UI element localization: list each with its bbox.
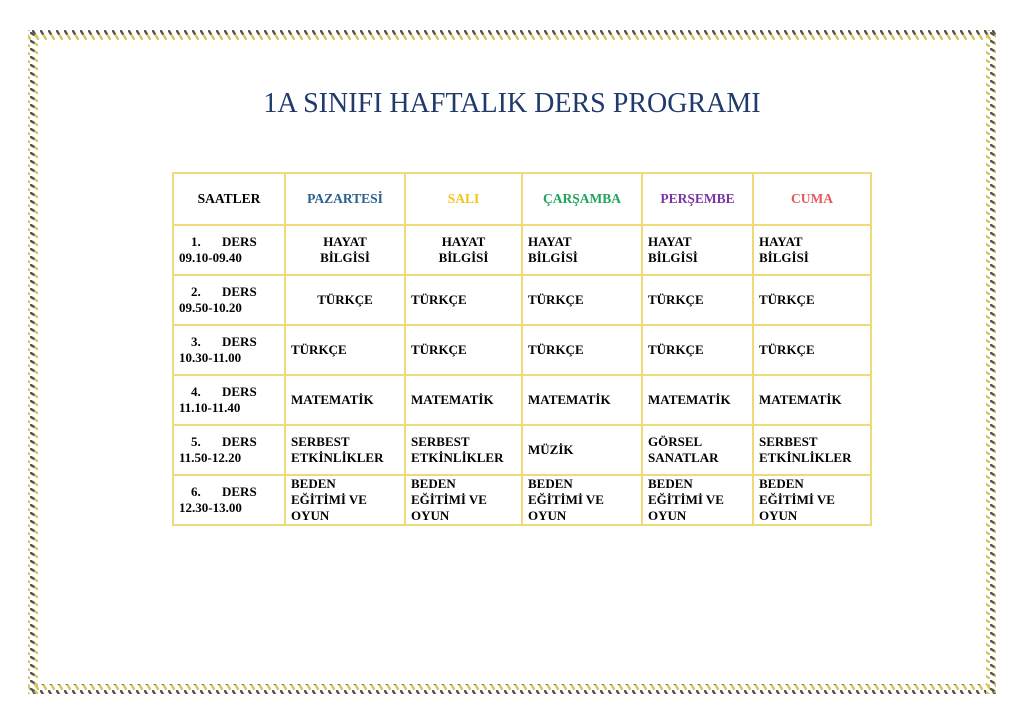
- subject-cell: [753, 475, 871, 525]
- lesson-time: 11.10-11.40: [179, 400, 241, 415]
- lesson-number: 6. DERS: [191, 484, 257, 499]
- subject-cell: [285, 425, 405, 475]
- subject-text: TÜRKÇE: [317, 292, 373, 307]
- hour-cell: [173, 225, 285, 275]
- subject-text: BEDEN: [411, 476, 456, 491]
- subject-cell: [522, 425, 642, 475]
- subject-text: EĞİTİMİ VE: [411, 492, 487, 507]
- table-row: [173, 275, 871, 325]
- subject-cell: [522, 375, 642, 425]
- subject-text: MÜZİK: [528, 442, 574, 457]
- subject-cell: [753, 325, 871, 375]
- subject-cell: [522, 325, 642, 375]
- subject-text: EĞİTİMİ VE: [648, 492, 724, 507]
- subject-cell: [405, 225, 522, 275]
- subject-cell: [285, 275, 405, 325]
- subject-text: MATEMATİK: [528, 392, 611, 407]
- subject-cell: [285, 475, 405, 525]
- subject-text: MATEMATİK: [291, 392, 374, 407]
- subject-cell: [642, 325, 753, 375]
- subject-text: TÜRKÇE: [648, 342, 704, 357]
- header-persembe: PERŞEMBE: [642, 173, 753, 225]
- subject-cell: [753, 425, 871, 475]
- subject-text: ETKİNLİKLER: [291, 450, 384, 465]
- lesson-number: 3. DERS: [191, 334, 257, 349]
- hour-cell: [173, 475, 285, 525]
- subject-text: BİLGİSİ: [528, 250, 578, 265]
- table-row: [173, 225, 871, 275]
- subject-text: BİLGİSİ: [759, 250, 809, 265]
- subject-text: HAYAT: [441, 234, 486, 249]
- schedule-table: [172, 172, 872, 526]
- header-pazartesi: PAZARTESİ: [285, 173, 405, 225]
- subject-cell: [285, 375, 405, 425]
- hour-cell: [173, 275, 285, 325]
- subject-text: BEDEN: [648, 476, 693, 491]
- subject-cell: [405, 375, 522, 425]
- table-row: [173, 475, 871, 525]
- subject-cell: [285, 225, 405, 275]
- subject-text: BEDEN: [759, 476, 804, 491]
- header-sali: SALI: [405, 173, 522, 225]
- subject-cell: [642, 425, 753, 475]
- table-row: [173, 375, 871, 425]
- subject-cell: [522, 475, 642, 525]
- subject-text: BİLGİSİ: [320, 250, 370, 265]
- subject-cell: [642, 225, 753, 275]
- subject-cell: [522, 275, 642, 325]
- subject-text: OYUN: [528, 508, 567, 523]
- subject-text: BEDEN: [291, 476, 336, 491]
- subject-cell: [285, 325, 405, 375]
- subject-text: EĞİTİMİ VE: [291, 492, 367, 507]
- subject-text: TÜRKÇE: [759, 342, 815, 357]
- header-cuma: CUMA: [753, 173, 871, 225]
- subject-text: OYUN: [759, 508, 798, 523]
- subject-cell: [753, 225, 871, 275]
- subject-text: HAYAT: [323, 234, 367, 249]
- hour-cell: [173, 375, 285, 425]
- subject-cell: [642, 275, 753, 325]
- lesson-number: 5. DERS: [191, 434, 257, 449]
- subject-cell: [405, 325, 522, 375]
- subject-text: EĞİTİMİ VE: [528, 492, 604, 507]
- subject-text: BİLGİSİ: [648, 250, 698, 265]
- subject-text: HAYAT: [648, 234, 692, 249]
- subject-text: BEDEN: [528, 476, 573, 491]
- subject-cell: [405, 275, 522, 325]
- subject-text: TÜRKÇE: [648, 292, 704, 307]
- subject-cell: [642, 375, 753, 425]
- subject-text: EĞİTİMİ VE: [759, 492, 835, 507]
- subject-text: TÜRKÇE: [411, 342, 467, 357]
- subject-cell: [405, 475, 522, 525]
- subject-text: ETKİNLİKLER: [411, 450, 504, 465]
- subject-text: MATEMATİK: [411, 392, 494, 407]
- subject-text: SERBEST: [291, 434, 350, 449]
- lesson-time: 10.30-11.00: [179, 350, 242, 365]
- subject-cell: [753, 275, 871, 325]
- lesson-time: 09.50-10.20: [179, 300, 242, 315]
- subject-text: OYUN: [291, 508, 330, 523]
- hour-cell: [173, 325, 285, 375]
- lesson-number: 1. DERS: [191, 234, 257, 249]
- subject-cell: [405, 425, 522, 475]
- subject-text: TÜRKÇE: [528, 292, 584, 307]
- hour-cell: [173, 425, 285, 475]
- subject-text: BİLGİSİ: [438, 250, 489, 265]
- subject-text: TÜRKÇE: [759, 292, 815, 307]
- subject-text: GÖRSEL: [648, 434, 703, 449]
- header-saatler: SAATLER: [173, 173, 285, 225]
- header-row: [173, 173, 871, 225]
- lesson-time: 11.50-12.20: [179, 450, 242, 465]
- subject-text: MATEMATİK: [759, 392, 842, 407]
- subject-text: MATEMATİK: [648, 392, 731, 407]
- table-row: [173, 425, 871, 475]
- subject-text: SANATLAR: [648, 450, 719, 465]
- subject-text: HAYAT: [759, 234, 803, 249]
- subject-text: OYUN: [648, 508, 687, 523]
- page-title: 1A SINIFI HAFTALIK DERS PROGRAMI: [263, 88, 761, 119]
- header-carsamba: ÇARŞAMBA: [522, 173, 642, 225]
- subject-cell: [642, 475, 753, 525]
- lesson-number: 4. DERS: [191, 384, 257, 399]
- subject-cell: [522, 225, 642, 275]
- subject-cell: [753, 375, 871, 425]
- lesson-number: 2. DERS: [191, 284, 257, 299]
- subject-text: TÜRKÇE: [291, 342, 347, 357]
- subject-text: SERBEST: [411, 434, 470, 449]
- lesson-time: 09.10-09.40: [179, 250, 242, 265]
- lesson-time: 12.30-13.00: [179, 500, 242, 515]
- subject-text: SERBEST: [759, 434, 818, 449]
- subject-text: ETKİNLİKLER: [759, 450, 852, 465]
- subject-text: HAYAT: [528, 234, 572, 249]
- subject-text: OYUN: [411, 508, 450, 523]
- subject-text: TÜRKÇE: [411, 292, 467, 307]
- subject-text: TÜRKÇE: [528, 342, 584, 357]
- table-row: [173, 325, 871, 375]
